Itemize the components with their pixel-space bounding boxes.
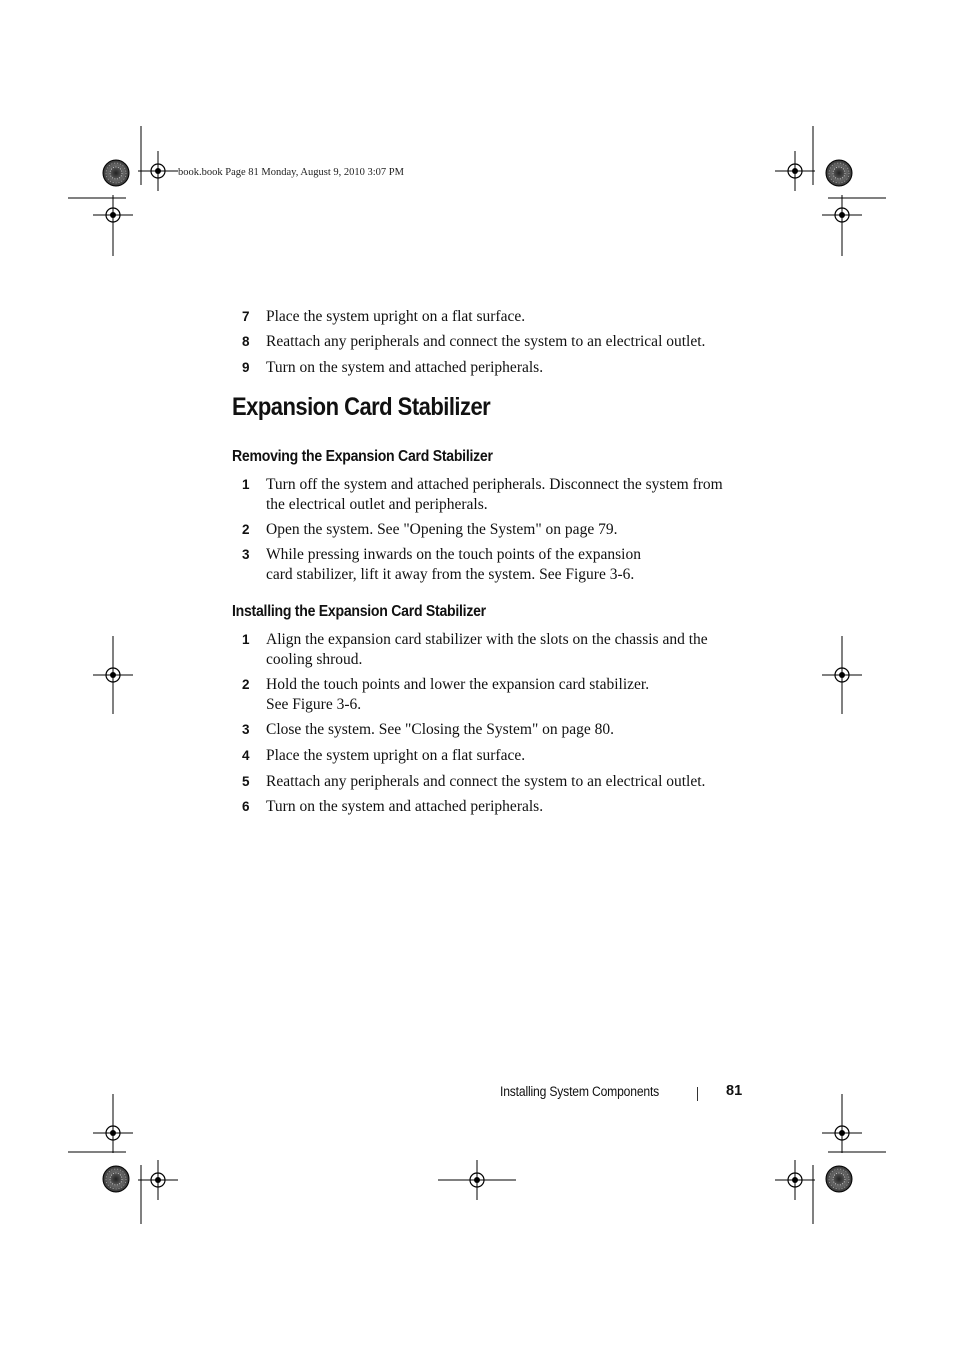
- step-number: 9: [242, 360, 250, 375]
- step-text: Turn on the system and attached peripherals.: [266, 359, 544, 376]
- step-text: Reattach any peripherals and connect the system to an electrical outlet.: [266, 773, 706, 790]
- step-number: 1: [242, 632, 250, 647]
- step-number: 4: [242, 748, 250, 763]
- step-number: 1: [242, 477, 250, 492]
- section-title: Expansion Card Stabilizer: [232, 393, 491, 421]
- step-number: 8: [242, 334, 250, 349]
- footer-chapter-title: Installing System Components: [500, 1084, 660, 1099]
- step-text: Turn off the system and attached peripherals. Disconnect the system from the electrical outlet and peripherals.: [266, 476, 723, 513]
- step-text: While pressing inwards on the touch points of the expansion card stabilizer, lift it away from the system. See Figure 3-6.: [266, 546, 641, 583]
- step-number: 3: [242, 722, 250, 737]
- step-text: Turn on the system and attached peripherals.: [266, 798, 544, 815]
- subsection-heading-removing: Removing the Expansion Card Stabilizer: [232, 448, 493, 465]
- step-text: Close the system. See "Closing the System" on page 80.: [266, 721, 615, 738]
- step-number: 7: [242, 309, 250, 324]
- step-text: Place the system upright on a flat surface.: [266, 747, 526, 764]
- crop-mark-bottom-right: [775, 1094, 886, 1224]
- step-text: Hold the touch points and lower the expansion card stabilizer. See Figure 3-6.: [266, 676, 650, 713]
- print-slug: book.book Page 81 Monday, August 9, 2010 3:07 PM: [178, 167, 404, 178]
- subsection-heading-installing: Installing the Expansion Card Stabilizer: [232, 603, 486, 620]
- step-number: 2: [242, 677, 250, 692]
- step-number: 5: [242, 774, 250, 789]
- step-number: 2: [242, 522, 250, 537]
- footer-divider: [697, 1087, 698, 1101]
- crop-mark-top-right: [775, 126, 886, 256]
- crop-mark-bottom-center: [438, 1160, 516, 1200]
- page-number: 81: [726, 1083, 743, 1099]
- step-number: 3: [242, 547, 250, 562]
- crop-mark-top-left: [68, 126, 178, 256]
- step-text: Place the system upright on a flat surface.: [266, 308, 526, 325]
- step-text: Align the expansion card stabilizer with the slots on the chassis and the cooling shroud.: [266, 631, 708, 668]
- step-text: Reattach any peripherals and connect the system to an electrical outlet.: [266, 333, 706, 350]
- step-text: Open the system. See "Opening the System" on page 79.: [266, 521, 618, 538]
- step-number: 6: [242, 799, 250, 814]
- crop-mark-bottom-left: [68, 1094, 178, 1224]
